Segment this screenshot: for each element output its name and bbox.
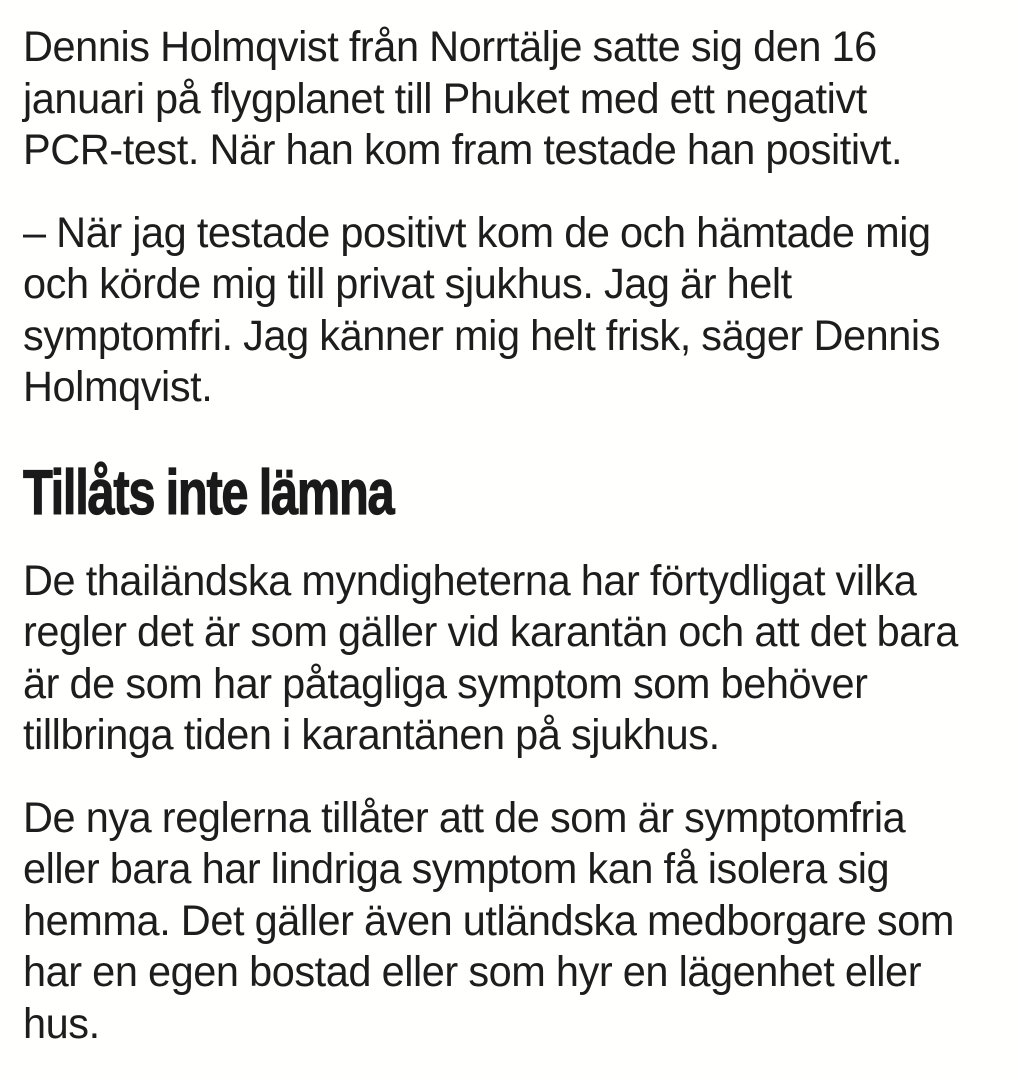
lead-paragraph: Dennis Holmqvist från Norrtälje satte sig den 16 januari på flygplanet till Phuket med ett negativt PCR-test. När han kom fram testade han positivt. xyxy=(23,23,903,174)
authorities-paragraph: De thailändska myndigheterna har förtydligat vilka regler det är som gäller vid karantän och att det bara är de som har påtagliga symptom som behöver tillbringa tiden i karantänen på sjukhus. xyxy=(23,556,958,759)
subheading-tillats-inte-lamna: Tillåts inte lämna xyxy=(23,456,394,528)
spacer-before-subheading xyxy=(23,414,976,460)
new-rules-paragraph: De nya reglerna tillåter att de som är symptomfria eller bara har lindriga symptom kan få isolera sig hemma. Det gäller även utländska medborgare som har en egen bostad eller som hyr en lägenhet eller hus. xyxy=(23,793,954,1048)
quote-paragraph: – När jag testade positivt kom de och hämtade mig och körde mig till privat sjukhus. Jag är helt symptomfri. Jag känner mig helt frisk, säger Dennis Holmqvist. xyxy=(23,208,941,411)
